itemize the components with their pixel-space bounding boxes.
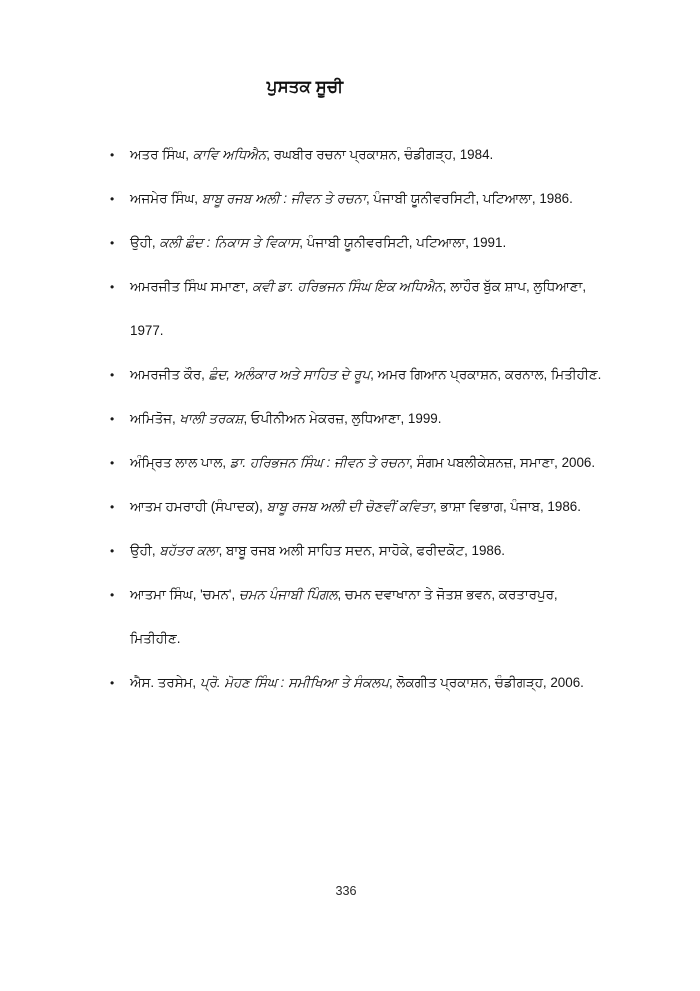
entry-work-title: ਕਾਵਿ ਅਧਿਐਨ: [192, 147, 267, 162]
entry-work-title: ਬਹੱਤਰ ਕਲਾ: [159, 543, 219, 558]
entry-work-title: ਡਾ. ਹਰਿਭਜਨ ਸਿੰਘ : ਜੀਵਨ ਤੇ ਰਚਨਾ: [229, 455, 410, 470]
bullet-icon: •: [110, 544, 115, 558]
bibliography-entry: [108, 485, 608, 529]
bibliography-entry: [108, 133, 608, 177]
entry-author: ਅਤਰ ਸਿੰਘ,: [130, 147, 193, 162]
bullet-icon: •: [110, 588, 115, 602]
bullet-icon: •: [110, 456, 115, 470]
entry-author: ਐਸ. ਤਰਸੇਮ,: [130, 675, 200, 690]
bullet-icon: •: [110, 412, 115, 426]
bibliography-entry: [108, 661, 608, 705]
bibliography-entry: [108, 397, 608, 441]
entry-author: ਉਹੀ,: [130, 543, 160, 558]
bibliography-entry-text: [130, 485, 608, 529]
bibliography-entry: [108, 573, 608, 661]
page-number: 336: [335, 884, 357, 898]
bullet-icon: •: [110, 192, 115, 206]
bibliography-entry-text: [130, 265, 608, 353]
entry-work-title: ਚਮਨ ਪੰਜਾਬੀ ਪਿੰਗਲ: [238, 587, 338, 602]
entry-work-title: ਬਾਬੂ ਰਜਬ ਅਲੀ : ਜੀਵਨ ਤੇ ਰਚਨਾ: [201, 191, 366, 206]
bibliography-entry-text: [130, 573, 608, 661]
entry-publication: , ਚਮਨ ਦਵਾਖਾਨਾ ਤੇ ਜੋਤਸ਼ ਭਵਨ, ਕਰਤਾਰਪੁਰ, ਮਿਤੀਹੀਣ.: [130, 587, 558, 646]
entry-work-title: ਖਾਲੀ ਤਰਕਸ਼: [179, 411, 244, 426]
bullet-icon: •: [110, 280, 115, 294]
entry-author: ਆਤਮਾ ਸਿੰਘ, 'ਚਮਨ',: [130, 587, 239, 602]
entry-author: ਅਜਮੇਰ ਸਿੰਘ,: [130, 191, 202, 206]
bibliography-entry-text: [130, 441, 608, 485]
entry-publication: , ਲੋਕਗੀਤ ਪ੍ਰਕਾਸ਼ਨ, ਚੰਡੀਗੜ੍ਹ, 2006.: [388, 675, 584, 690]
bibliography-entry-text: [130, 177, 608, 221]
entry-work-title: ਕਲੀ ਛੰਦ : ਨਿਕਾਸ ਤੇ ਵਿਕਾਸ: [159, 235, 300, 250]
bibliography-entry-text: [130, 353, 608, 397]
entry-publication: , ਓਪੀਨੀਅਨ ਮੇਕਰਜ਼, ਲੁਧਿਆਣਾ, 1999.: [243, 411, 442, 426]
bibliography-entry-text: [130, 529, 608, 573]
page-title: ਪੁਸਤਕ ਸੂਚੀ: [266, 78, 344, 96]
entry-publication: , ਪੰਜਾਬੀ ਯੂਨੀਵਰਸਿਟੀ, ਪਟਿਆਲਾ, 1991.: [299, 235, 507, 250]
entry-author: ਅਮਿਤੋਜ,: [130, 411, 180, 426]
bibliography-entry-text: [130, 133, 608, 177]
entry-author: ਅਮਰਜੀਤ ਕੌਰ,: [130, 367, 209, 382]
bibliography-entry-text: [130, 661, 608, 705]
entry-author: ਆਤਮ ਹਮਰਾਹੀ (ਸੰਪਾਦਕ),: [130, 499, 267, 514]
entry-work-title: ਬਾਬੂ ਰਜਬ ਅਲੀ ਦੀ ਚੋਣਵੀਂ ਕਵਿਤਾ: [266, 499, 433, 514]
entry-author: ਅਮਰਜੀਤ ਸਿੰਘ ਸਮਾਣਾ,: [130, 279, 253, 294]
entry-publication: , ਅਮਰ ਗਿਆਨ ਪ੍ਰਕਾਸ਼ਨ, ਕਰਨਾਲ, ਮਿਤੀਹੀਣ.: [370, 367, 602, 382]
entry-work-title: ਕਵੀ ਡਾ. ਹਰਿਭਜਨ ਸਿੰਘ ਇਕ ਅਧਿਐਨ: [252, 279, 443, 294]
bibliography-entry: [108, 177, 608, 221]
bullet-icon: •: [110, 148, 115, 162]
bibliography-entry-text: [130, 397, 608, 441]
entry-publication: , ਪੰਜਾਬੀ ਯੂਨੀਵਰਸਿਟੀ, ਪਟਿਆਲਾ, 1986.: [365, 191, 573, 206]
bullet-icon: •: [110, 676, 115, 690]
entry-work-title: ਛੰਦ, ਅਲੰਕਾਰ ਅਤੇ ਸਾਹਿਤ ਦੇ ਰੂਪ: [208, 367, 371, 382]
bibliography-entry: [108, 441, 608, 485]
entry-publication: , ਸੰਗਮ ਪਬਲੀਕੇਸ਼ਨਜ਼, ਸਮਾਣਾ, 2006.: [409, 455, 596, 470]
bibliography-entry: [108, 353, 608, 397]
bibliography-entry-text: [130, 221, 608, 265]
bibliography-list: [108, 133, 608, 705]
entry-publication: , ਰਘਬੀਰ ਰਚਨਾ ਪ੍ਰਕਾਸ਼ਨ, ਚੰਡੀਗੜ੍ਹ, 1984.: [266, 147, 494, 162]
bibliography-entry: [108, 265, 608, 353]
entry-publication: , ਭਾਸ਼ਾ ਵਿਭਾਗ, ਪੰਜਾਬ, 1986.: [432, 499, 581, 514]
entry-work-title: ਪ੍ਰੋ. ਮੋਹਣ ਸਿੰਘ : ਸਮੀਖਿਆ ਤੇ ਸੰਕਲਪ: [199, 675, 389, 690]
entry-author: ਅੰਮ੍ਰਿਤ ਲਾਲ ਪਾਲ,: [130, 455, 230, 470]
entry-publication: , ਬਾਬੂ ਰਜਬ ਅਲੀ ਸਾਹਿਤ ਸਦਨ, ਸਾਹੋਕੇ, ਫਰੀਦਕੋਟ, 1986.: [218, 543, 506, 558]
bibliography-entry: [108, 221, 608, 265]
entry-author: ਉਹੀ,: [130, 235, 160, 250]
bullet-icon: •: [110, 236, 115, 250]
bullet-icon: •: [110, 368, 115, 382]
bullet-icon: •: [110, 500, 115, 514]
entry-publication: , ਲਾਹੌਰ ਬੁੱਕ ਸ਼ਾਪ, ਲੁਧਿਆਣਾ, 1977.: [130, 279, 587, 338]
bibliography-entry: [108, 529, 608, 573]
